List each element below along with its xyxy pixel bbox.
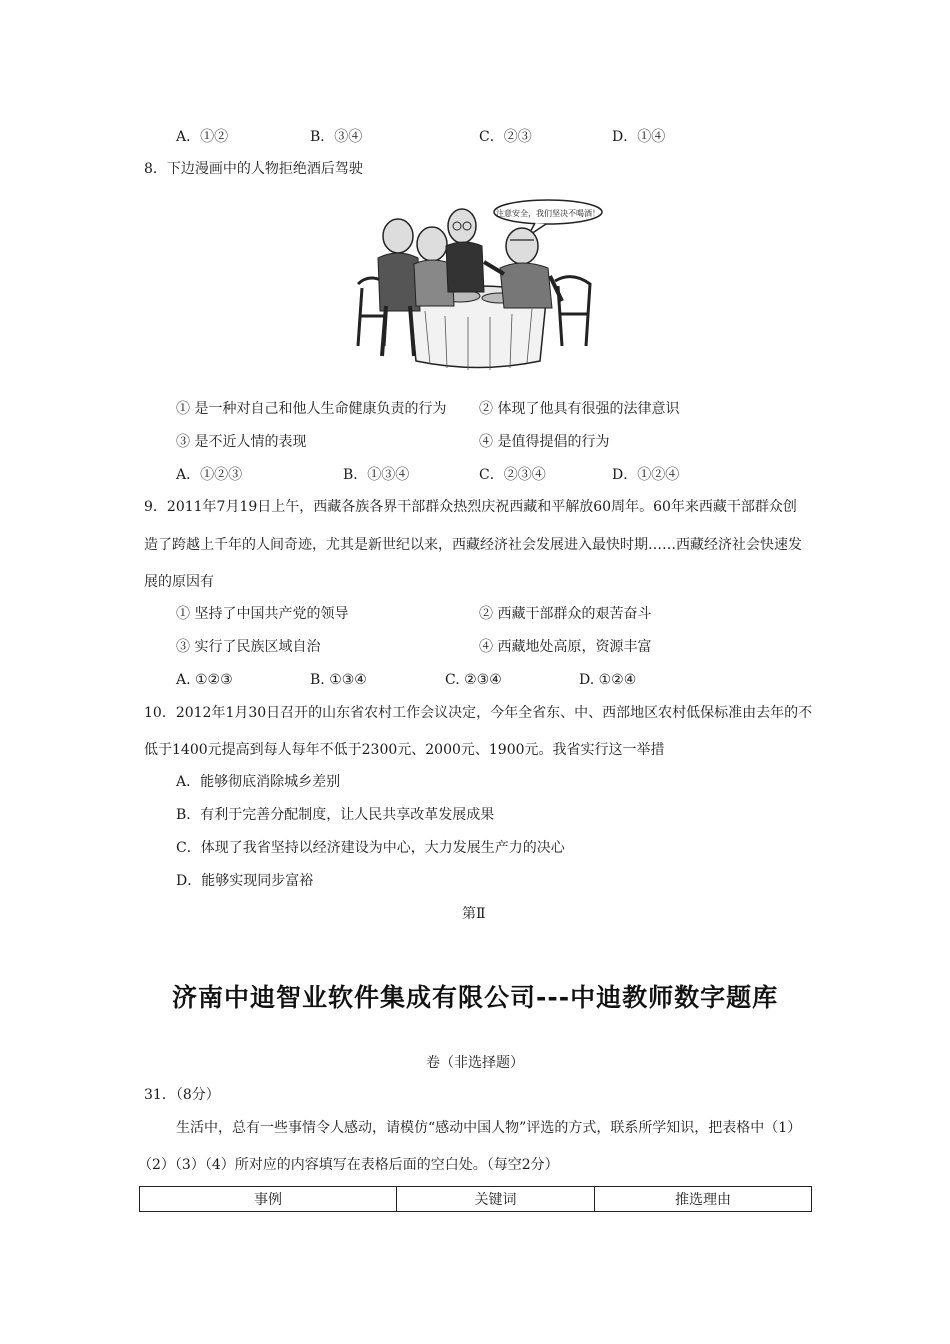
q10-stem-line-1: 10．2012年1月30日召开的山东省农村工作会议决定，今年全省东、中、西部地区农村低保标准由去年的不: [144, 705, 813, 721]
q9-statement-3: ③ 实行了民族区域自治: [176, 639, 321, 655]
q9-statement-1: ① 坚持了中国共产党的领导: [176, 606, 349, 622]
q9-statement-2: ② 西藏干部群众的艰苦奋斗: [479, 606, 652, 622]
q8-option-b: B．①③④: [343, 467, 410, 483]
q10-option-b: B．有利于完善分配制度，让人民共享改革发展成果: [176, 807, 495, 823]
q7-option-c: C．②③: [479, 129, 532, 145]
q8-stem: 8．下边漫画中的人物拒绝酒后驾驶: [144, 161, 363, 177]
q31-table: [139, 1186, 812, 1212]
table-header-cell: 推选理由: [595, 1187, 812, 1212]
table-header-cell: 事例: [140, 1187, 397, 1212]
q10-stem-line-2: 低于1400元提高到每人每年不低于2300元、2000元、1900元。我省实行这一举措: [144, 742, 665, 758]
drink-driving-cartoon-image: [350, 196, 605, 376]
q9-stem-line-3: 展的原因有: [144, 574, 214, 590]
q7-option-d: D．①④: [612, 129, 666, 145]
q31-stem-line-1: 生活中，总有一些事情令人感动，请模仿“感动中国人物”评选的方式，联系所学知识，把表格中（1）: [176, 1120, 802, 1136]
company-watermark-banner: 济南中迪智业软件集成有限公司---中迪教师数字题库: [172, 983, 779, 1012]
table-header-row: [140, 1187, 812, 1212]
q9-stem-line-1: 9．2011年7月19日上午，西藏各族各界干部群众热烈庆祝西藏和平解放60周年。60年来西藏干部群众创: [144, 499, 797, 515]
q9-stem-line-2: 造了跨越上千年的人间奇迹，尤其是新世纪以来，西藏经济社会发展进入最快时期……西藏经济社会快速发: [144, 537, 802, 553]
q8-option-a: A．①②③: [176, 467, 243, 483]
q8-option-d: D．①②④: [612, 467, 680, 483]
q8-statement-2: ② 体现了他具有很强的法律意识: [479, 401, 680, 417]
section-title-rest: 卷（非选择题）: [426, 1055, 524, 1071]
q9-option-c: C. ②③④: [445, 672, 502, 688]
q8-statement-1: ① 是一种对自己和他人生命健康负责的行为: [176, 401, 447, 417]
table-header-cell: 关键词: [397, 1187, 595, 1212]
q8-statement-4: ④ 是值得提倡的行为: [479, 434, 610, 450]
q9-option-d: D. ①②④: [579, 672, 637, 688]
q8-option-c: C．②③④: [479, 467, 546, 483]
q10-option-d: D．能够实现同步富裕: [176, 873, 314, 889]
q10-option-a: A．能够彻底消除城乡差别: [176, 774, 341, 790]
section-label: 第Ⅱ: [462, 906, 486, 922]
q9-option-a: A. ①②③: [176, 672, 233, 688]
q7-option-b: B．③④: [310, 129, 363, 145]
q10-option-c: C．体现了我省坚持以经济建设为中心，大力发展生产力的决心: [176, 840, 565, 856]
q9-statement-4: ④ 西藏地处高原，资源丰富: [479, 639, 652, 655]
q7-option-a: A．①②: [176, 129, 229, 145]
q8-statement-3: ③ 是不近人情的表现: [176, 434, 307, 450]
q31-number: 31．（8分）: [144, 1087, 220, 1103]
q31-stem-line-2: （2）（3）（4）所对应的内容填写在表格后面的空白处。（每空2分）: [138, 1157, 559, 1173]
cartoon-speech-bubble-text: 注意安全，我们坚决不喝酒！: [496, 209, 600, 218]
q9-option-b: B. ①③④: [310, 672, 367, 688]
